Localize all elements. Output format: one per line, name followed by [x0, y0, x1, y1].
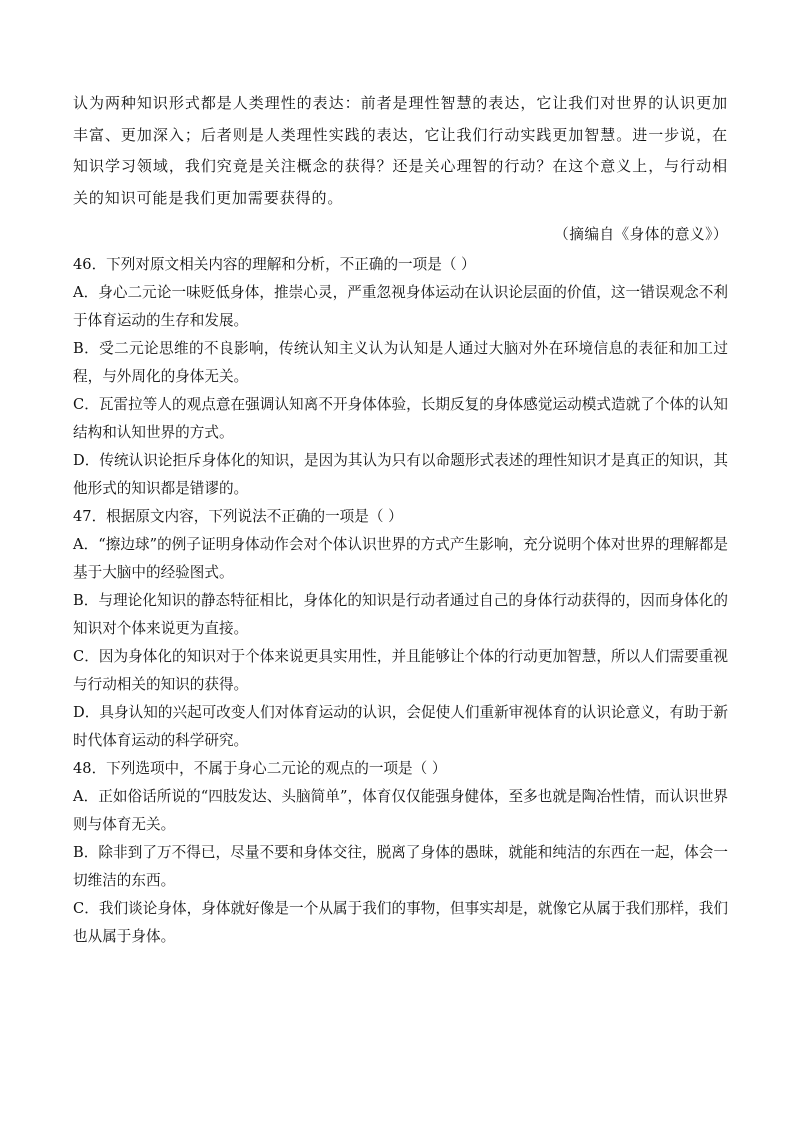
option-c: C．因为身体化的知识对于个体来说更具实用性，并且能够让个体的行动更加智慧，所以人们需要重视与行动相关的知识的获得。 [73, 647, 728, 693]
option-a: A．“擦边球”的例子证明身体动作会对个体认识世界的方式产生影响，充分说明个体对世界的理解都是基于大脑中的经验图式。 [73, 535, 728, 581]
option-d: D．具身认知的兴起可改变人们对体育运动的认识，会促使人们重新审视体育的认识论意义，有助于新时代体育运动的科学研究。 [73, 703, 728, 749]
option-c: C．我们谈论身体，身体就好像是一个从属于我们的事物，但事实却是，就像它从属于我们那样，我们也从属于身体。 [73, 899, 728, 945]
question-stem: 47．根据原文内容，下列说法不正确的一项是（ ） [73, 507, 403, 525]
option-a: A．正如俗话所说的“四肢发达、头脑简单”，体育仅仅能强身健体，至多也就是陶冶性情，而认识世界则与体育无关。 [73, 787, 728, 833]
option-b: B．与理论化知识的静态特征相比，身体化的知识是行动者通过自己的身体行动获得的，因而身体化的知识对个体来说更为直接。 [73, 591, 728, 637]
option-d: D．传统认识论拒斥身体化的知识，是因为其认为只有以命题形式表述的理性知识才是真正的知识，其他形式的知识都是错谬的。 [73, 451, 728, 497]
question-48 [73, 755, 728, 951]
passage-source: （摘编自《身体的意义》） [554, 226, 728, 243]
question-stem: 46．下列对原文相关内容的理解和分析，不正确的一项是（ ） [73, 255, 476, 273]
document-page [73, 88, 728, 951]
passage-paragraph: 认为两种知识形式都是人类理性的表达：前者是理性智慧的表达，它让我们对世界的认识更加丰富、更加深入；后者则是人类理性实践的表达，它让我们行动实践更加智慧。进一步说，在知识学习领域，我们究竟是关注概念的获得？还是关心理智的行动？在这个意义上，与行动相关的知识可能是我们更加需要获得的。 [73, 94, 728, 207]
option-c: C．瓦雷拉等人的观点意在强调认知离不开身体体验，长期反复的身体感觉运动模式造就了个体的认知结构和认知世界的方式。 [73, 395, 728, 441]
option-b: B．除非到了万不得已，尽量不要和身体交往，脱离了身体的愚昧，就能和纯洁的东西在一起，体会一切维洁的东西。 [73, 843, 728, 889]
question-stem: 48．下列选项中，不属于身心二元论的观点的一项是（ ） [73, 759, 447, 777]
option-a: A．身心二元论一味贬低身体，推崇心灵，严重忽视身体运动在认识论层面的价值，这一错误观念不利于体育运动的生存和发展。 [73, 283, 728, 329]
option-b: B．受二元论思维的不良影响，传统认知主义认为认知是人通过大脑对外在环境信息的表征和加工过程，与外周化的身体无关。 [73, 339, 728, 385]
question-47 [73, 503, 728, 755]
question-46 [73, 251, 728, 503]
